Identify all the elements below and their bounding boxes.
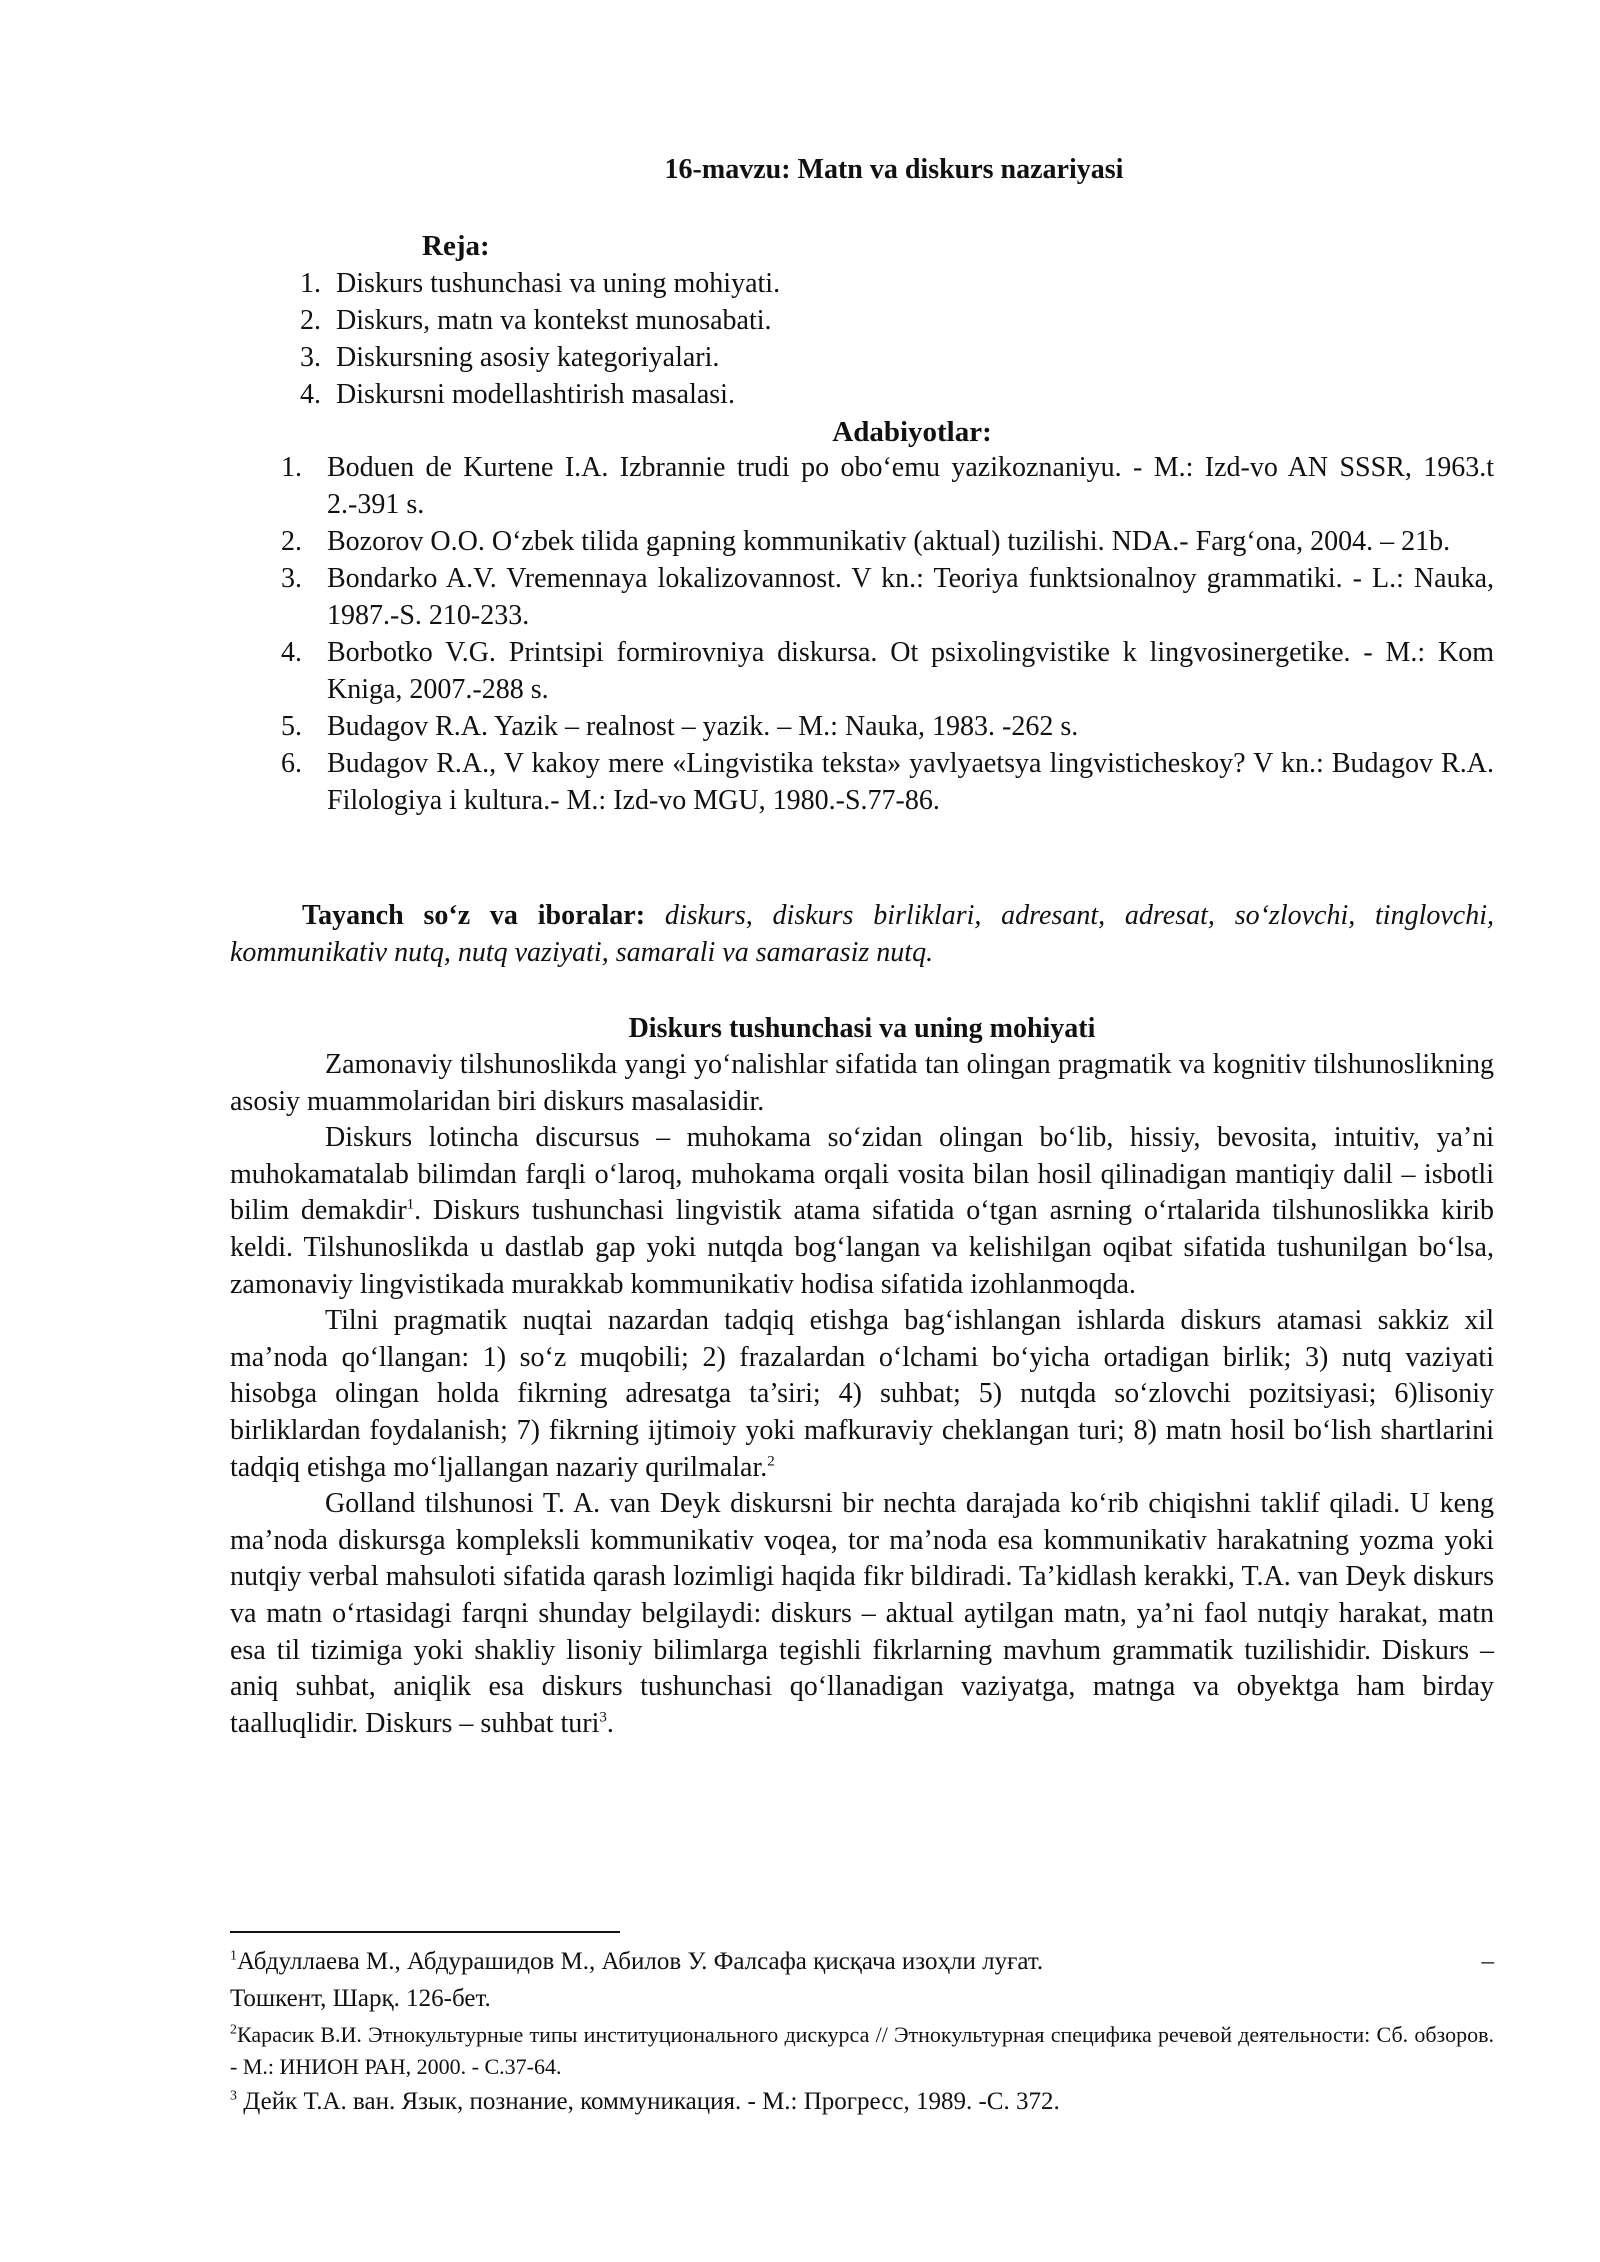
page-title: 16-mavzu: Matn va diskurs nazariyasi (664, 154, 1124, 185)
footnote-mark: 2 (230, 2022, 237, 2038)
literature-item-text: Boduen de Kurtene I.A. Izbrannie trudi po obo‘emu yazikoznaniyu. - M.: Izd-vo AN SSSR, 1963.t 2.-391 s. (327, 452, 1494, 520)
body-paragraph-text: . (606, 1707, 614, 1739)
plan-item-number: 1. (300, 268, 321, 299)
body-paragraph-text: Tilni pragmatik nuqtai nazardan tadqiq etishga bag‘ishlangan ishlarda diskurs atamasi sakkiz xil ma’noda qo‘llangan: 1) so‘z muqobili; 2) frazalardan o‘lchami bo‘yicha ortadigan birlik; 3) nutq vaziyati hisobga olingan holda fikrning adresatga ta’siri; 4) suhbat; 5) nutqda so‘zlovchi pozitsiyasi; 6)lisoniy birliklardan foydalanish; 7) fikrning ijtimoiy yoki mafkuraviy cheklangan turi; 8) matn hosil bo‘lish shartlarini tadqiq etishga mo‘ljallangan nazariy qurilmalar. (230, 1305, 1494, 1483)
literature-item-number: 2. (281, 526, 302, 557)
footnote-text: Абдуллаева М., Абдурашидов М., Абилов У. Фалсафа қисқача изоҳли луғат. (237, 1948, 1044, 1975)
footnote-text: Карасик В.И. Этнокультурные типы институционального дискурса // Этнокультурная специфика речевой деятельности: Сб. обзоров. - М.: ИНИОН РАН, 2000. - С.37-64. (230, 2022, 1494, 2079)
plan-heading: Reja: (422, 230, 490, 262)
footnote-divider (230, 1931, 620, 1933)
footnote-continuation: Тошкент, Шарқ. 126-бет. (230, 1985, 491, 2012)
literature-item (272, 523, 1494, 560)
plan-item-text: Diskurs tushunchasi va uning mohiyati. (336, 268, 781, 299)
literature-item-text: Borbotko V.G. Printsipi formirovniya diskursa. Ot psixolingvistike k lingvosinergetike. - M.: Kom Kniga, 2007.-288 s. (327, 637, 1494, 705)
literature-item-text: Bondarko A.V. Vremennaya lokalizovannost. V kn.: Teoriya funktsionalnoy grammatiki. - L.: Nauka, 1987.-S. 210-233. (327, 563, 1494, 631)
plan-item-number: 2. (300, 305, 321, 336)
plan-item-number: 3. (300, 342, 321, 373)
literature-item-number: 1. (281, 452, 302, 483)
plan-item-number: 4. (300, 379, 321, 410)
plan-list (300, 265, 780, 413)
literature-item-number: 3. (281, 563, 302, 594)
footnote-reference[interactable]: 3 (599, 1709, 607, 1726)
literature-item-text: Budagov R.A. Yazik – realnost – yazik. – M.: Nauka, 1983. -262 s. (327, 711, 1079, 742)
body-paragraph-text: Golland tilshunosi T. A. van Deyk diskursni bir nechta darajada ko‘rib chiqishni taklif qiladi. U keng ma’noda diskursga kompleksli kommunikativ voqea, tor ma’noda esa kommunikativ harakatning yozma yoki nutqiy verbal mahsuloti sifatida qarash lozimligi haqida fikr bildiradi. Ta’kidlash kerakki, T.A. van Deyk diskurs va matn o‘rtasidagi farqni shunday belgilaydi: diskurs – aktual aytilgan matn, ya’ni faol nutqiy harakat, matn esa til tizimiga yoki shakliy lisoniy bilimlarga tegishli fikrlarning mavhum grammatik tuzilishidir. Diskurs – aniq suhbat, aniqlik esa diskurs tushunchasi qo‘llanadigan vaziyatga, matnga va obyektga ham birday taalluqlidir. Diskurs – suhbat turi (230, 1488, 1494, 1739)
literature-item-text: Budagov R.A., V kakoy mere «Lingvistika teksta» yavlyaetsya lingvisticheskoy? V kn.: Budagov R.A. Filologiya i kultura.- M.: Izd-vo MGU, 1980.-S.77-86. (327, 748, 1494, 816)
literature-item-number: 6. (281, 748, 302, 779)
footnote-dash: – (1481, 1948, 1494, 1975)
footnote-mark: 1 (230, 1948, 237, 1964)
literature-list (272, 449, 1494, 819)
body-paragraph-text: . Diskurs tushunchasi lingvistik atama sifatida o‘tgan asrning o‘rtalarida tilshunoslikka kirib keldi. Tilshunoslikda u dastlab gap yoki nutqda bog‘langan va kelishilgan oqibat sifatida tushunilgan bo‘lsa, zamonaviy lingvistikada murakkab kommunikativ hodisa sifatida izohlanmoqda. (230, 1195, 1494, 1300)
literature-item (272, 634, 1494, 708)
body-paragraph (230, 1486, 1494, 1742)
literature-item-text: Bozorov O.O. O‘zbek tilida gapning kommunikativ (aktual) tuzilishi. NDA.- Farg‘ona, 2004. – 21b. (327, 526, 1451, 557)
section-heading: Diskurs tushunchasi va uning mohiyati (628, 1013, 1096, 1044)
body-paragraph (230, 1120, 1494, 1303)
plan-item (300, 376, 780, 413)
plan-item-text: Diskursni modellashtirish masalasi. (336, 379, 735, 410)
body-paragraph-text: Diskurs lotincha discursus – muhokama so‘zidan olingan bo‘lib, hissiy, bevosita, intuitiv, ya’ni muhokamatalab bilimdan farqli o‘laroq, muhokama orqali vosita bilan hosil qilinadigan mantiqiy dalil – isbotli bilim demakdir (230, 1122, 1494, 1227)
keywords-paragraph (230, 898, 1494, 971)
literature-item (272, 449, 1494, 523)
plan-item (300, 265, 780, 302)
keywords-text: diskurs, diskurs birliklari, adresant, adresat, so‘zlovchi, tinglovchi, kommunikativ nutq, nutq vaziyati, samarali va samarasiz nutq. (230, 900, 1495, 968)
body-paragraph (230, 1047, 1494, 1120)
plan-item-text: Diskursning asosiy kategoriyalari. (336, 342, 720, 373)
footnote-text: Дейк Т.А. ван. Язык, познание, коммуникация. - М.: Прогресс, 1989. -С. 372. (237, 2088, 1060, 2115)
plan-item (300, 302, 780, 339)
plan-item (300, 339, 780, 376)
keywords-label: Tayanch so‘z va iboralar: (302, 900, 646, 931)
literature-heading: Adabiyotlar: (832, 416, 992, 448)
literature-item-number: 5. (281, 711, 302, 742)
footnote-mark: 3 (230, 2088, 237, 2104)
literature-item (272, 708, 1494, 745)
section-body (230, 1047, 1494, 1742)
footnote (230, 1943, 1494, 1980)
body-paragraph (230, 1303, 1494, 1486)
footnote-reference[interactable]: 1 (406, 1197, 415, 1214)
plan-item-text: Diskurs, matn va kontekst munosabati. (336, 305, 772, 336)
footnote (230, 2019, 1494, 2083)
literature-item (272, 560, 1494, 634)
literature-item-number: 4. (281, 637, 302, 668)
body-paragraph-text: Zamonaviy tilshunoslikda yangi yo‘nalishlar sifatida tan olingan pragmatik va kognitiv tilshunoslikning asosiy muammolaridan biri diskurs masalasidir. (230, 1049, 1494, 1117)
footnote-reference[interactable]: 2 (767, 1453, 775, 1470)
literature-item (272, 745, 1494, 819)
footnote (230, 2083, 1494, 2120)
footnotes (230, 1943, 1494, 2120)
